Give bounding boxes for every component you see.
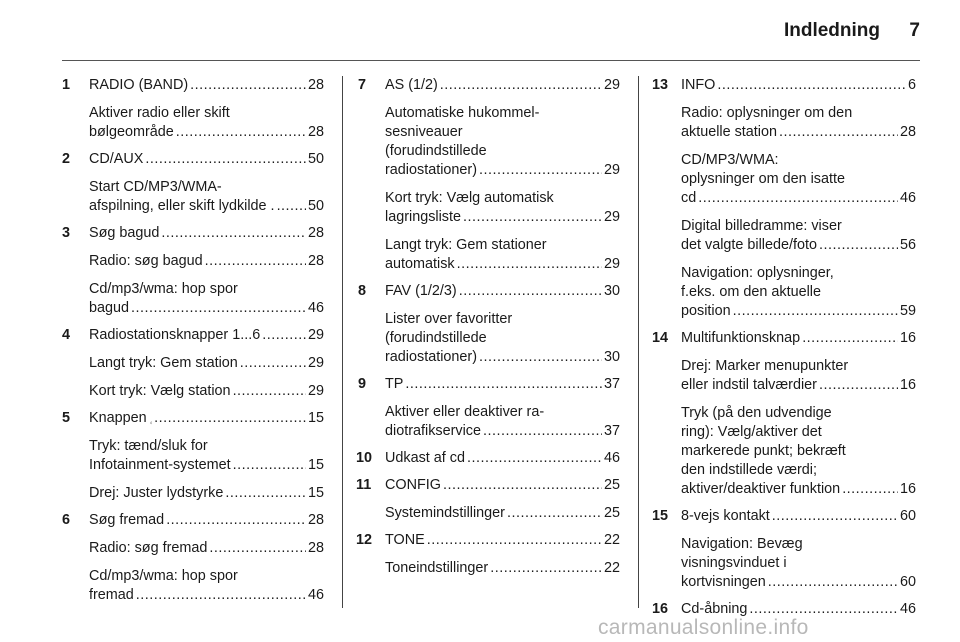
chapter-title: Indledning (783, 20, 880, 41)
dot-leader (479, 161, 602, 180)
toc-line (89, 539, 324, 558)
description-line: Cd/mp3/wma: hop spor (89, 568, 238, 584)
dot-leader (440, 76, 602, 95)
page-ref: 29 (307, 355, 324, 371)
toc-line (89, 409, 324, 428)
entry-gap (62, 401, 324, 409)
function-entry (62, 437, 324, 475)
entry-gap (62, 216, 324, 224)
function-entry (654, 264, 916, 321)
page-ref: 22 (603, 532, 620, 548)
function-entry (358, 236, 620, 274)
toc-line (681, 480, 916, 499)
description-line: markerede punkt; bekræft (681, 443, 846, 459)
control-entry (62, 150, 324, 169)
description-line: Systemindstillinger (385, 505, 505, 521)
toc-line (681, 573, 916, 592)
toc-line (89, 326, 324, 345)
page-ref: 59 (899, 303, 916, 319)
dot-leader (427, 531, 602, 550)
item-number: 16 (652, 601, 669, 617)
toc-line (681, 507, 916, 526)
dot-leader (205, 252, 306, 271)
entry-gap (654, 348, 916, 357)
function-entry (358, 104, 620, 180)
description-line: eller indstil talværdier (681, 377, 817, 393)
entry-gap (358, 495, 620, 504)
dot-leader (717, 76, 906, 95)
description-line: Langt tryk: Gem station (89, 355, 238, 371)
description-line: Navigation: oplysninger, (681, 265, 834, 281)
entry-gap (62, 530, 324, 539)
control-label: Søg fremad (89, 512, 165, 528)
page-ref: 56 (899, 237, 916, 253)
toc-line (681, 76, 916, 95)
entry-gap (358, 441, 620, 449)
dot-leader (457, 255, 602, 274)
entry-gap (654, 255, 916, 264)
toc-line (681, 329, 916, 348)
item-number: 6 (62, 512, 71, 528)
entry-gap (654, 142, 916, 151)
description-line: Aktiver eller deaktiver ra- (385, 404, 545, 420)
description-line: den indstillede værdi; (681, 462, 817, 478)
description-line: Drej: Juster lydstyrke (89, 485, 224, 501)
entry-gap (62, 503, 324, 511)
page-ref: 60 (899, 508, 916, 524)
page-ref: 60 (899, 574, 916, 590)
description-line: Kort tryk: Vælg station (89, 383, 231, 399)
column-3 (654, 76, 916, 619)
entry-gap (358, 468, 620, 476)
control-entry (654, 76, 916, 95)
page-ref: 46 (307, 587, 324, 603)
function-entry (358, 403, 620, 441)
entry-gap (358, 95, 620, 104)
control-label: INFO (681, 77, 716, 93)
function-entry (62, 104, 324, 142)
description-line: Langt tryk: Gem stationer (385, 237, 547, 253)
toc-line (385, 504, 620, 523)
page-ref: 30 (603, 349, 620, 365)
entry-gap (62, 373, 324, 382)
power-icon (150, 417, 152, 428)
description-line: automatisk (385, 256, 455, 272)
function-entry (62, 280, 324, 318)
page-ref: 25 (603, 477, 620, 493)
control-entry (358, 449, 620, 468)
description-line: lagringsliste (385, 209, 461, 225)
toc-line (89, 76, 324, 95)
description-line: Automatiske hukommel- (385, 105, 540, 121)
page-ref: 15 (307, 457, 324, 473)
control-label: Multifunktionsknap (681, 330, 801, 346)
item-number: 3 (62, 225, 71, 241)
control-label: FAV (1/2/3) (385, 283, 457, 299)
dot-leader (136, 586, 306, 605)
dot-leader (459, 282, 602, 301)
description-line: det valgte billede/foto (681, 237, 818, 253)
dot-leader (277, 197, 306, 216)
description-line: CD/MP3/WMA: (681, 152, 779, 168)
description-line: oplysninger om den isatte (681, 171, 845, 187)
dot-leader (154, 409, 306, 428)
function-entry (654, 535, 916, 592)
page-ref: 29 (603, 162, 620, 178)
description-line: Radio: søg fremad (89, 540, 208, 556)
function-entry (62, 567, 324, 605)
toc-line (89, 197, 324, 216)
description-line: visningsvinduet i (681, 555, 787, 571)
control-label: Radiostationsknapper 1...6 (89, 327, 261, 343)
control-entry (62, 326, 324, 345)
entry-gap (358, 394, 620, 403)
toc-line (385, 375, 620, 394)
page-ref: 28 (307, 77, 324, 93)
description-line: Toneindstillinger (385, 560, 489, 576)
page-ref: 46 (899, 601, 916, 617)
toc-line (385, 449, 620, 468)
page-ref: 28 (307, 253, 324, 269)
entry-gap (62, 475, 324, 484)
description-line: sesniveauer (385, 124, 463, 140)
description-line: ring): Vælg/aktiver det (681, 424, 822, 440)
toc-line (89, 299, 324, 318)
toc-line (681, 302, 916, 321)
page-ref: 22 (603, 560, 620, 576)
toc-line (89, 150, 324, 169)
description-line: Radio: søg bagud (89, 253, 203, 269)
page-ref: 6 (907, 77, 916, 93)
entry-gap (654, 592, 916, 600)
page-ref: 15 (307, 410, 324, 426)
entry-gap (62, 318, 324, 326)
column-2 (358, 76, 620, 578)
control-label: RADIO (BAND) (89, 77, 189, 93)
toc-line (385, 422, 620, 441)
toc-line (681, 376, 916, 395)
description-line: radiostationer) (385, 349, 477, 365)
page-ref: 30 (603, 283, 620, 299)
page-ref: 16 (899, 481, 916, 497)
dot-leader (166, 511, 306, 530)
page-ref: 29 (603, 209, 620, 225)
description-line: Cd/mp3/wma: hop spor (89, 281, 238, 297)
page-ref: 25 (603, 505, 620, 521)
dot-leader (490, 559, 602, 578)
column-divider (638, 76, 639, 608)
entry-gap (62, 345, 324, 354)
function-entry (358, 504, 620, 523)
control-entry (62, 224, 324, 243)
page-ref: 46 (307, 300, 324, 316)
entry-gap (62, 142, 324, 150)
item-number: 11 (356, 477, 372, 493)
item-number: 14 (652, 330, 669, 346)
control-entry (654, 329, 916, 348)
control-entry (62, 76, 324, 95)
toc-line (385, 282, 620, 301)
entry-gap (62, 169, 324, 178)
description-line: Aktiver radio eller skift (89, 105, 230, 121)
description-line: afspilning, eller skift lydkilde . (89, 198, 275, 214)
toc-line (385, 255, 620, 274)
entry-gap (358, 550, 620, 559)
dot-leader (768, 573, 898, 592)
entry-gap (358, 180, 620, 189)
item-number: 1 (62, 77, 71, 93)
control-entry (62, 409, 324, 428)
entry-gap (62, 271, 324, 280)
dot-leader (405, 375, 602, 394)
dot-leader (819, 236, 898, 255)
toc-line (385, 348, 620, 367)
function-entry (654, 151, 916, 208)
description-line: fremad (89, 587, 134, 603)
toc-line (89, 123, 324, 142)
function-entry (654, 217, 916, 255)
page-ref: 16 (899, 377, 916, 393)
dot-leader (176, 123, 306, 142)
page-ref: 28 (307, 540, 324, 556)
toc-line (89, 382, 324, 401)
page-ref: 29 (307, 327, 324, 343)
entry-gap (654, 208, 916, 217)
function-entry (62, 178, 324, 216)
control-label: AS (1/2) (385, 77, 438, 93)
page-ref: 50 (307, 198, 324, 214)
dot-leader (779, 123, 898, 142)
page-ref: 37 (603, 423, 620, 439)
description-line: Tryk: tænd/sluk for (89, 438, 208, 454)
function-entry (62, 484, 324, 503)
item-number: 2 (62, 151, 71, 167)
dot-leader (772, 507, 898, 526)
toc-line (89, 511, 324, 530)
dot-leader (479, 348, 602, 367)
page-header (0, 18, 960, 48)
function-entry (654, 357, 916, 395)
entry-gap (358, 227, 620, 236)
dot-leader (190, 76, 306, 95)
control-entry (358, 282, 620, 301)
toc-line (89, 484, 324, 503)
function-entry (62, 539, 324, 558)
dot-leader (262, 326, 306, 345)
function-entry (654, 104, 916, 142)
control-entry (358, 375, 620, 394)
function-entry (358, 189, 620, 227)
control-label: TP (385, 376, 404, 392)
dot-leader (233, 382, 306, 401)
description-line: position (681, 303, 731, 319)
description-line: Lister over favoritter (385, 311, 513, 327)
control-label: Udkast af cd (385, 450, 465, 466)
item-number: 13 (652, 77, 669, 93)
control-label: CD/AUX (89, 151, 144, 167)
description-line: f.eks. om den aktuelle (681, 284, 821, 300)
control-label: Søg bagud (89, 225, 160, 241)
entry-gap (62, 428, 324, 437)
control-entry (358, 476, 620, 495)
description-line: cd (681, 190, 697, 206)
dot-leader (161, 224, 306, 243)
description-line: aktuelle station (681, 124, 777, 140)
watermark-logo: carmanualsonline.info (598, 616, 809, 639)
entry-gap (62, 95, 324, 104)
description-line: kortvisningen (681, 574, 766, 590)
function-entry (62, 252, 324, 271)
control-label: Cd-åbning (681, 601, 748, 617)
dot-leader (225, 484, 306, 503)
entry-gap (654, 321, 916, 329)
description-line: Infotainment-systemet (89, 457, 231, 473)
page-ref: 50 (307, 151, 324, 167)
item-number: 12 (356, 532, 373, 548)
function-entry (358, 559, 620, 578)
page-ref: 46 (603, 450, 620, 466)
item-number: 15 (652, 508, 669, 524)
toc-line (385, 531, 620, 550)
entry-gap (62, 243, 324, 252)
description-line: diotrafikservice (385, 423, 481, 439)
function-entry (62, 382, 324, 401)
entry-gap (654, 395, 916, 404)
toc-line (385, 76, 620, 95)
item-number: 5 (62, 410, 71, 426)
page-ref: 16 (899, 330, 916, 346)
dot-leader (131, 299, 306, 318)
dot-leader (733, 302, 898, 321)
description-line: (forudindstillede (385, 330, 487, 346)
toc-line (681, 189, 916, 208)
description-line: Kort tryk: Vælg automatisk (385, 190, 554, 206)
toc-line (89, 252, 324, 271)
entry-gap (358, 274, 620, 282)
control-label: TONE (385, 532, 425, 548)
page-ref: 28 (307, 512, 324, 528)
control-label: Knappen (89, 410, 147, 426)
function-entry (358, 310, 620, 367)
dot-leader (819, 376, 898, 395)
description-line: Drej: Marker menupunkter (681, 358, 849, 374)
item-number: 4 (62, 327, 71, 343)
control-label: CONFIG (385, 477, 441, 493)
dot-leader (463, 208, 602, 227)
dot-leader (467, 449, 602, 468)
page-number: 7 (909, 20, 920, 41)
page-ref: 37 (603, 376, 620, 392)
description-line: Tryk (på den udvendige (681, 405, 832, 421)
page-ref: 28 (307, 124, 324, 140)
item-number: 9 (358, 376, 367, 392)
description-line: Digital billedramme: viser (681, 218, 842, 234)
description-line: aktiver/deaktiver funktion (681, 481, 841, 497)
function-entry (62, 354, 324, 373)
control-label: 8-vejs kontakt (681, 508, 770, 524)
column-1 (62, 76, 324, 605)
dot-leader (802, 329, 898, 348)
dot-leader (483, 422, 602, 441)
description-line: Radio: oplysninger om den (681, 105, 853, 121)
page-ref: 46 (899, 190, 916, 206)
dot-leader (842, 480, 898, 499)
entry-gap (62, 558, 324, 567)
dot-leader (507, 504, 602, 523)
toc-line (681, 236, 916, 255)
dot-leader (233, 456, 306, 475)
page-ref: 28 (899, 124, 916, 140)
dot-leader (145, 150, 306, 169)
function-entry (654, 404, 916, 499)
toc-line (385, 161, 620, 180)
column-divider (342, 76, 343, 608)
entry-gap (654, 95, 916, 104)
entry-gap (654, 526, 916, 535)
control-entry (654, 507, 916, 526)
page-ref: 29 (307, 383, 324, 399)
entry-gap (358, 367, 620, 375)
entry-gap (654, 499, 916, 507)
description-line: bagud (89, 300, 130, 316)
dot-leader (698, 189, 898, 208)
toc-line (385, 559, 620, 578)
control-entry (358, 76, 620, 95)
toc-line (89, 224, 324, 243)
description-line: radiostationer) (385, 162, 477, 178)
description-line: (forudindstillede (385, 143, 487, 159)
toc-line (385, 476, 620, 495)
description-line: Navigation: Bevæg (681, 536, 803, 552)
dot-leader (240, 354, 306, 373)
dot-leader (209, 539, 306, 558)
toc-line (89, 586, 324, 605)
control-entry (62, 511, 324, 530)
page-ref: 29 (603, 256, 620, 272)
dot-leader (443, 476, 602, 495)
description-line: Start CD/MP3/WMA- (89, 179, 222, 195)
toc-line (681, 123, 916, 142)
item-number: 10 (356, 450, 373, 466)
entry-gap (358, 523, 620, 531)
page-ref: 28 (307, 225, 324, 241)
description-line: bølgeområde (89, 124, 174, 140)
toc-line (385, 208, 620, 227)
page-ref: 29 (603, 77, 620, 93)
header-rule (62, 60, 920, 61)
control-entry (358, 531, 620, 550)
entry-gap (358, 301, 620, 310)
toc-line (89, 456, 324, 475)
page-ref: 15 (307, 485, 324, 501)
item-number: 8 (358, 283, 367, 299)
item-number: 7 (358, 77, 367, 93)
toc-line (89, 354, 324, 373)
